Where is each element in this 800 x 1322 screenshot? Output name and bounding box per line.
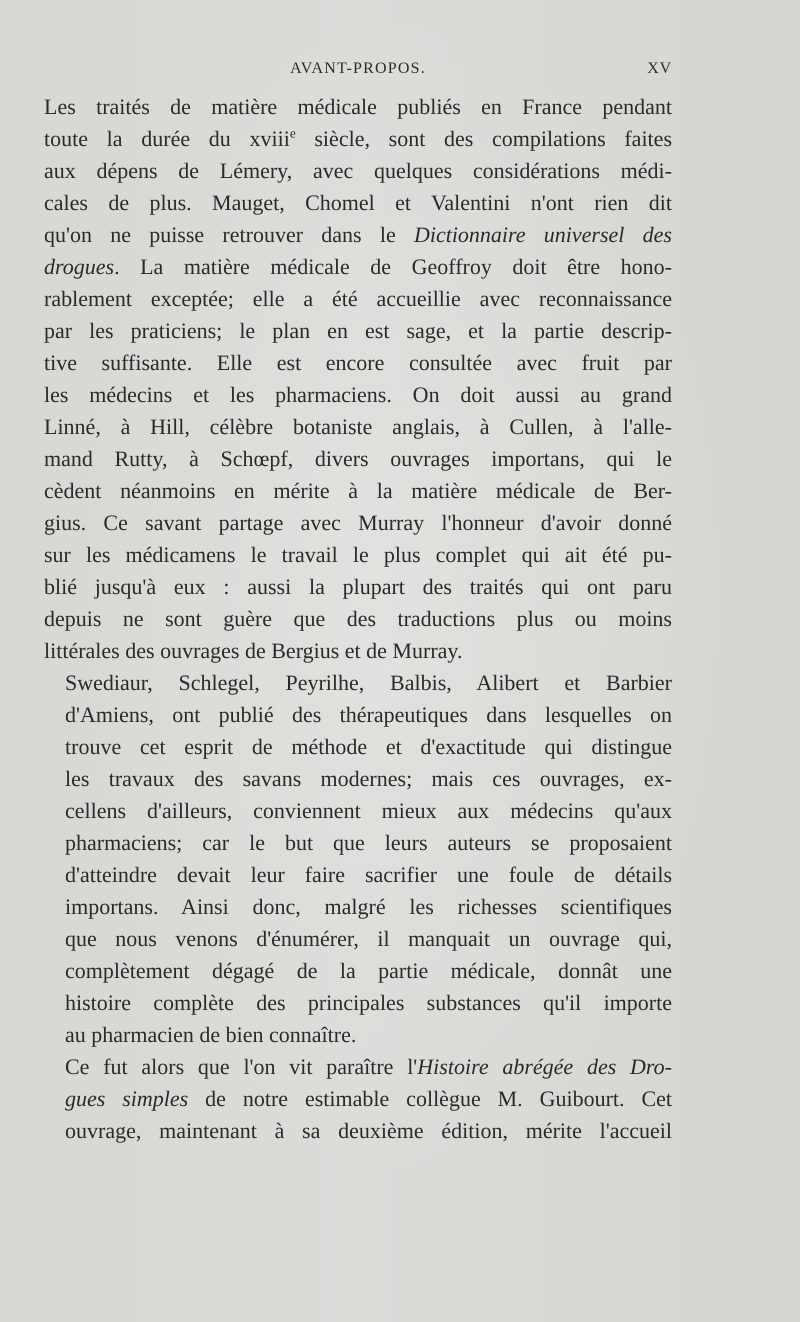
- body-text: [44, 91, 672, 1147]
- text-line: Les traités de matière médicale publiés en France pendant: [44, 94, 672, 119]
- century-numeral: xviii: [249, 126, 290, 151]
- text-line: que nous venons d'énumérer, il manquait un ouvrage qui,: [65, 926, 672, 951]
- text-line: rablement exceptée; elle a été accueillie avec reconnaissance: [44, 286, 672, 311]
- text-line: blié jusqu'à eux : aussi la plupart des traités qui ont paru: [44, 574, 672, 599]
- text-line: d'Amiens, ont publié des thérapeutiques dans lesquelles on: [65, 702, 672, 727]
- text-line: cellens d'ailleurs, conviennent mieux aux médecins qu'aux: [65, 798, 672, 823]
- text-line: littérales des ouvrages de Bergius et de Murray.: [44, 638, 463, 663]
- text-line: trouve cet esprit de méthode et d'exactitude qui distingue: [65, 734, 672, 759]
- book-title-italic: gues simples: [65, 1086, 189, 1111]
- text-line: aux dépens de Lémery, avec quelques considérations médi-: [44, 158, 672, 183]
- text-line: qu'on ne puisse retrouver dans le Dictionnaire universel des: [44, 222, 672, 247]
- text-line: par les praticiens; le plan en est sage, et la partie descrip-: [44, 318, 672, 343]
- text-line: gius. Ce savant partage avec Murray l'honneur d'avoir donné: [44, 510, 672, 535]
- book-title-italic: drogues: [44, 254, 115, 279]
- book-title-italic: Dictionnaire universel des: [413, 222, 672, 247]
- book-title-italic: Histoire abrégée des Dro-: [417, 1054, 672, 1079]
- text-line: au pharmacien de bien connaître.: [65, 1022, 357, 1047]
- text-line: mand Rutty, à Schœpf, divers ouvrages importans, qui le: [44, 446, 672, 471]
- text-line: pharmaciens; car le but que leurs auteurs se proposaient: [65, 830, 672, 855]
- text-line: depuis ne sont guère que des traductions plus ou moins: [44, 606, 672, 631]
- text-line: les médecins et les pharmaciens. On doit aussi au grand: [44, 382, 672, 407]
- text-line: ouvrage, maintenant à sa deuxième édition, mérite l'accueil: [65, 1118, 672, 1143]
- text-line: gues simples de notre estimable collègue M. Guibourt. Cet: [65, 1086, 673, 1111]
- text-line: toute la durée du xviii$^e$ siècle, sont des compilations faites: [44, 125, 672, 151]
- text-line: Linné, à Hill, célèbre botaniste anglais, à Cullen, à l'alle-: [44, 414, 672, 439]
- text-line: importans. Ainsi donc, malgré les richesses scientifiques: [65, 894, 672, 919]
- text-line: cèdent néanmoins en mérite à la matière médicale de Ber-: [44, 478, 672, 503]
- text-line: Swediaur, Schlegel, Peyrilhe, Balbis, Alibert et Barbier: [65, 670, 672, 695]
- paragraph-3: [44, 1051, 672, 1147]
- text-line: tive suffisante. Elle est encore consultée avec fruit par: [44, 350, 672, 375]
- text-line: sur les médicamens le travail le plus complet qui ait été pu-: [44, 542, 672, 567]
- paragraph-2: [44, 667, 672, 1051]
- text-line: Ce fut alors que l'on vit paraître l'Histoire abrégée des Dro-: [65, 1054, 672, 1079]
- text-line: complètement dégagé de la partie médicale, donnât une: [65, 958, 672, 983]
- text-line: drogues. La matière médicale de Geoffroy doit être hono-: [44, 254, 672, 279]
- text-line: cales de plus. Mauget, Chomel et Valentini n'ont rien dit: [44, 190, 672, 215]
- ordinal-superscript: e: [289, 125, 296, 141]
- page-number: XV: [647, 60, 672, 77]
- text-line: les travaux des savans modernes; mais ces ouvrages, ex-: [65, 766, 672, 791]
- text-line: histoire complète des principales substances qu'il importe: [65, 990, 672, 1015]
- paragraph-1: [44, 91, 672, 667]
- running-head: [44, 56, 672, 86]
- page-title: AVANT-PROPOS.: [290, 60, 426, 77]
- text-line: d'atteindre devait leur faire sacrifier une foule de détails: [65, 862, 672, 887]
